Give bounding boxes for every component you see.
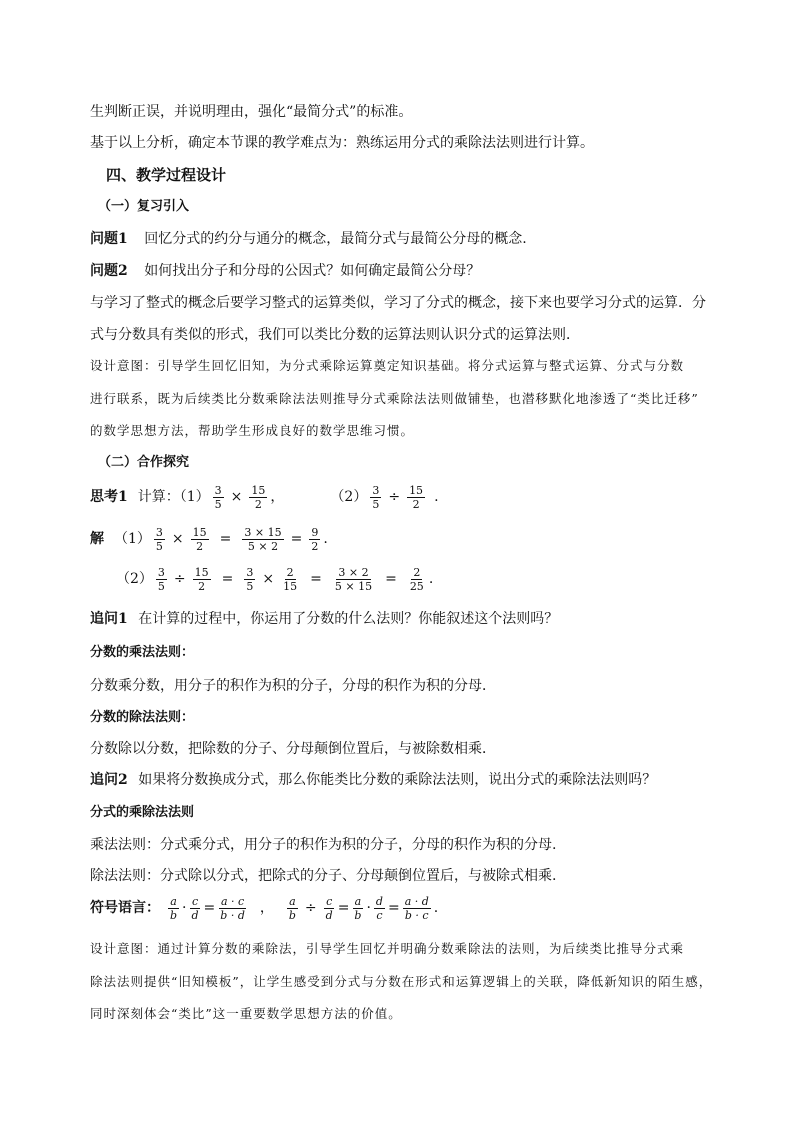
fraction: $\frac{15}{2}$ xyxy=(194,565,209,593)
rule-title: 分数的乘法法则： xyxy=(90,645,195,660)
rule-text: 分数除以分数，把除数的分子、分母颠倒位置后，与被除数相乘． xyxy=(90,741,496,757)
fraction: $\frac{3 \times 15}{5 \times 2}$ xyxy=(244,525,282,553)
fraction: $\frac{3 \times 2}{5 \times 15}$ xyxy=(334,565,373,593)
rule-title: 分式的乘除法法则 xyxy=(90,805,195,820)
rule-text: 除法法则：分式除以分式，把除式的分子、分母颠倒位置后，与被除式相乘. xyxy=(90,868,557,884)
fraction: $\frac{a \cdot c}{b \cdot d}$ xyxy=(220,894,245,922)
rule-title: 分数的除法法则： xyxy=(90,710,195,725)
fraction: $\frac{d}{c}$ xyxy=(375,894,383,922)
think-1: 思考1 计算：（1） $\frac{3}{5}$ × $\frac{15}{2}$ ， （2） $\frac{3}{5}$ ÷ $\frac{15}{2}$ . xyxy=(90,483,439,511)
section-heading: 四、教学过程设计 xyxy=(106,166,227,184)
solution-1: 解 （1） $\frac{3}{5}$ × $\frac{15}{2}$ = $\frac{3 \times 15}{5 \times 2}$ = $\frac{9}{2}$ . xyxy=(90,525,328,553)
design-intent: 同时深刻体会“类比”这一重要数学思想方法的价值。 xyxy=(90,1006,402,1021)
question-text: 回忆分式的约分与通分的概念，最简分式与最简公分母的概念. xyxy=(144,231,527,247)
fraction: $\frac{2}{15}$ xyxy=(283,565,298,593)
question-2 xyxy=(90,261,480,281)
fraction: $\frac{a}{b}$ xyxy=(354,894,362,922)
fraction: $\frac{3}{5}$ xyxy=(246,565,254,593)
rule-text: 乘法法则：分式乘分式，用分子的积作为积的分子，分母的积作为积的分母. xyxy=(90,837,557,853)
fraction: $\frac{2}{25}$ xyxy=(409,565,424,593)
solution-2: （2） $\frac{3}{5}$ ÷ $\frac{15}{2}$ = $\frac{3}{5}$ × $\frac{2}{15}$ = $\frac{3 \times 2}{5 \times 15}$ = $\frac{2}{25}$ . xyxy=(116,565,434,593)
fraction: $\frac{15}{2}$ xyxy=(251,483,266,511)
paragraph-text: 基于以上分析，确定本节课的教学难点为：熟练运用分式的乘除法法则进行计算。 xyxy=(90,135,594,151)
design-intent: 进行联系，既为后续类比分数乘除法法则推导分式乘除法法则做铺垫，也潜移默化地渗透了“类比迁移” xyxy=(90,391,699,406)
fraction: $\frac{3}{5}$ xyxy=(372,483,380,511)
design-intent: 设计意图：引导学生回忆旧知，为分式乘除运算奠定知识基础。将分式运算与整式运算、分式与分数 xyxy=(90,358,685,373)
subsection-heading: （一）复习引入 xyxy=(98,199,190,214)
subsection-heading: （二）合作探究 xyxy=(98,455,190,470)
fraction: $\frac{3}{5}$ xyxy=(157,565,165,593)
fraction: $\frac{3}{5}$ xyxy=(214,483,222,511)
fraction: $\frac{3}{5}$ xyxy=(155,525,163,553)
symbol-language: 符号语言： $\frac{a}{b}$ · $\frac{c}{d}$ = $\frac{a \cdot c}{b \cdot d}$ ， $\frac{a}{b}$ ÷ $\frac{c}{d}$ = $\frac{a}{b}$ · $\frac{d}{c}$ = $\frac{a \cdot d}{b \cdot c}$ . xyxy=(90,894,439,922)
question-text: 如何找出分子和分母的公因式？如何确定最简公分母？ xyxy=(144,263,481,279)
question-label: 问题2 xyxy=(90,263,128,279)
follow-up-2: 追问2 如果将分数换成分式，那么你能类比分数的乘除法法则，说出分式的乘除法法则吗？ xyxy=(90,772,657,788)
paragraph-text: 生判断正误，并说明理由，强化“最简分式”的标准。 xyxy=(90,104,413,120)
design-intent: 设计意图：通过计算分数的乘除法，引导学生回忆并明确分数乘除法的法则，为后续类比推导分式乘 xyxy=(90,941,685,956)
follow-up-1: 追问1 在计算的过程中，你运用了分数的什么法则？你能叙述这个法则吗？ xyxy=(90,611,559,627)
fraction: $\frac{c}{d}$ xyxy=(191,894,199,922)
fraction: $\frac{15}{2}$ xyxy=(409,483,424,511)
design-intent: 除法法则提供“旧知模板”，让学生感受到分式与分数在形式和运算逻辑上的关联，降低新知识的陌生感， xyxy=(90,974,713,989)
fraction: $\frac{15}{2}$ xyxy=(192,525,207,553)
design-intent: 的数学思想方法，帮助学生形成良好的数学思维习惯。 xyxy=(90,423,415,438)
fraction: $\frac{9}{2}$ xyxy=(311,525,319,553)
fraction: $\frac{c}{d}$ xyxy=(325,894,333,922)
rule-text: 分数乘分数，用分子的积作为积的分子，分母的积作为积的分母． xyxy=(90,678,496,694)
paragraph-text: 与学习了整式的概念后要学习整式的运算类似，学习了分式的概念，接下来也要学习分式的运算．分 xyxy=(90,295,706,311)
fraction: $\frac{a \cdot d}{b \cdot c}$ xyxy=(404,894,429,922)
fraction: $\frac{a}{b}$ xyxy=(288,894,296,922)
question-1 xyxy=(90,229,527,249)
paragraph-text: 式与分数具有类似的形式，我们可以类比分数的运算法则认识分式的运算法则． xyxy=(90,327,580,343)
fraction: $\frac{a}{b}$ xyxy=(170,894,178,922)
question-label: 问题1 xyxy=(90,231,128,247)
